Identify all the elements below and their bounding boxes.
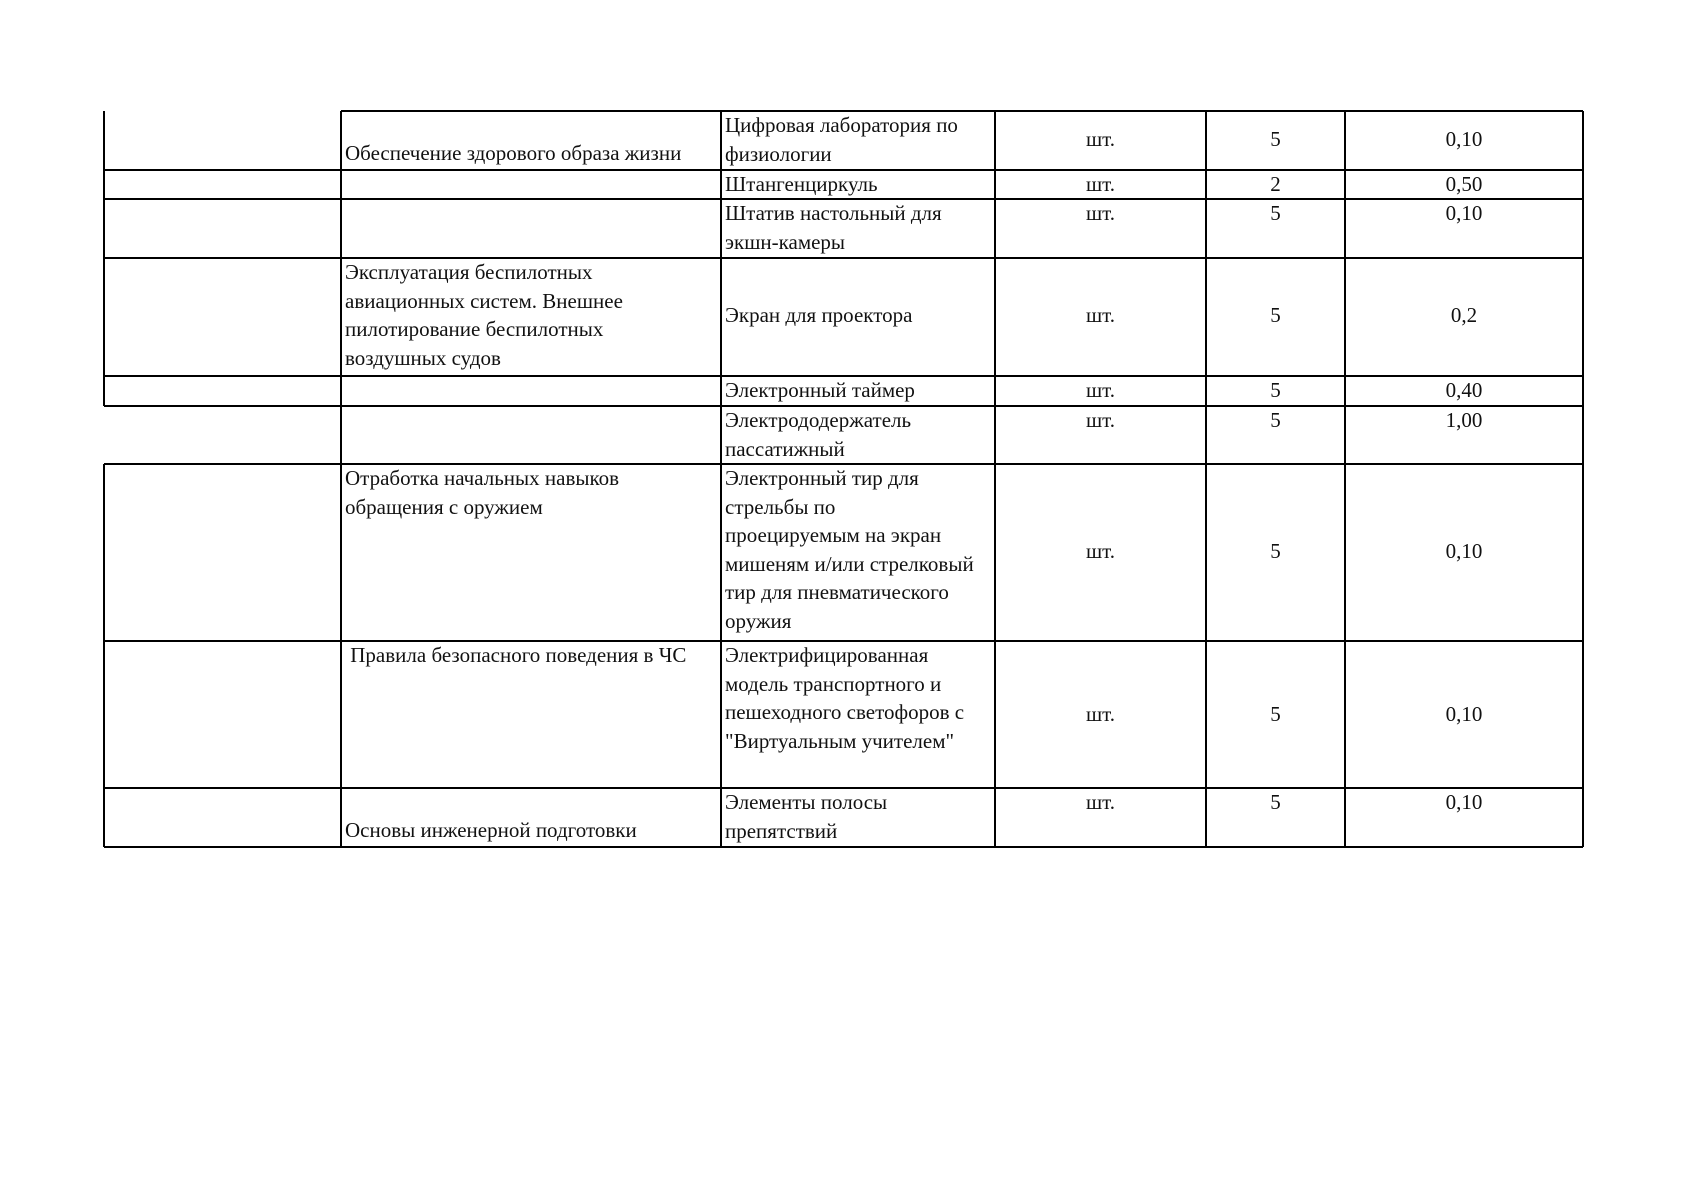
quantity-cell: 5 xyxy=(1270,303,1281,327)
item-cell: Штатив настольный для экшн-камеры xyxy=(725,201,942,254)
norm-cell: 1,00 xyxy=(1445,408,1483,432)
item-cell: Экран для проектора xyxy=(725,303,913,327)
quantity-cell: 5 xyxy=(1270,790,1281,814)
index-cell xyxy=(104,641,341,788)
quantity-cell: 5 xyxy=(1270,378,1281,402)
unit-cell: шт. xyxy=(1085,303,1116,327)
activity-cell: Правила безопасного поведения в ЧС xyxy=(345,643,687,667)
unit-cell: шт. xyxy=(1085,539,1116,563)
index-cell xyxy=(104,199,341,258)
quantity-cell: 2 xyxy=(1270,172,1281,196)
index-cell xyxy=(104,464,341,641)
item-cell: Электронный таймер xyxy=(725,378,915,402)
norm-cell: 0,10 xyxy=(1445,702,1483,726)
activity-cell: Отработка начальных навыков обращения с оружием xyxy=(345,466,620,519)
index-cell xyxy=(104,376,341,406)
quantity-cell: 5 xyxy=(1270,127,1281,151)
norm-cell: 0,40 xyxy=(1445,378,1483,402)
item-cell: Элементы полосы препятствий xyxy=(725,790,888,843)
activity-cell: Эксплуатация беспилотных авиационных систем. Внешнее пилотирование беспилотных воздушных судов xyxy=(345,260,623,370)
table-row xyxy=(104,258,1583,376)
unit-cell: шт. xyxy=(1085,201,1116,225)
table-row xyxy=(104,199,1583,258)
activity-cell xyxy=(341,406,721,464)
quantity-cell: 5 xyxy=(1270,539,1281,563)
table-row xyxy=(104,641,1583,788)
item-cell: Электрододержатель пассатижный xyxy=(725,408,912,461)
unit-cell: шт. xyxy=(1085,172,1116,196)
index-cell xyxy=(104,111,341,170)
index-cell xyxy=(104,788,341,847)
item-cell: Цифровая лаборатория по физиологии xyxy=(725,113,958,166)
norm-cell: 0,10 xyxy=(1445,127,1483,151)
table-row xyxy=(104,111,1583,170)
activity-cell xyxy=(341,199,721,258)
unit-cell: шт. xyxy=(1085,408,1116,432)
item-cell: Электрифицированная модель транспортного и пешеходного светофоров с "Виртуальным учителем" xyxy=(725,643,965,753)
quantity-cell: 5 xyxy=(1270,702,1281,726)
index-cell xyxy=(104,170,341,199)
table-row xyxy=(104,788,1583,847)
norm-cell: 0,10 xyxy=(1445,539,1483,563)
activity-cell: Основы инженерной подготовки xyxy=(345,818,637,842)
norm-cell: 0,10 xyxy=(1445,201,1483,225)
norm-cell: 0,2 xyxy=(1450,303,1478,327)
unit-cell: шт. xyxy=(1085,127,1116,151)
index-cell xyxy=(104,406,341,464)
unit-cell: шт. xyxy=(1085,702,1116,726)
table-row xyxy=(104,376,1583,406)
index-cell xyxy=(104,258,341,376)
unit-cell: шт. xyxy=(1085,378,1116,402)
table-row xyxy=(104,170,1583,199)
norm-cell: 0,10 xyxy=(1445,790,1483,814)
quantity-cell: 5 xyxy=(1270,201,1281,225)
activity-cell xyxy=(341,376,721,406)
unit-cell: шт. xyxy=(1085,790,1116,814)
item-cell: Электронный тир для стрельбы по проецируемым на экран мишеням и/или стрелковый тир для пневматического оружия xyxy=(725,466,974,633)
item-cell: Штангенциркуль xyxy=(725,172,878,196)
activity-cell: Обеспечение здорового образа жизни xyxy=(345,141,682,165)
quantity-cell: 5 xyxy=(1270,408,1281,432)
table-row xyxy=(104,464,1583,641)
table-row xyxy=(104,406,1583,464)
activity-cell xyxy=(341,170,721,199)
norm-cell: 0,50 xyxy=(1445,172,1483,196)
